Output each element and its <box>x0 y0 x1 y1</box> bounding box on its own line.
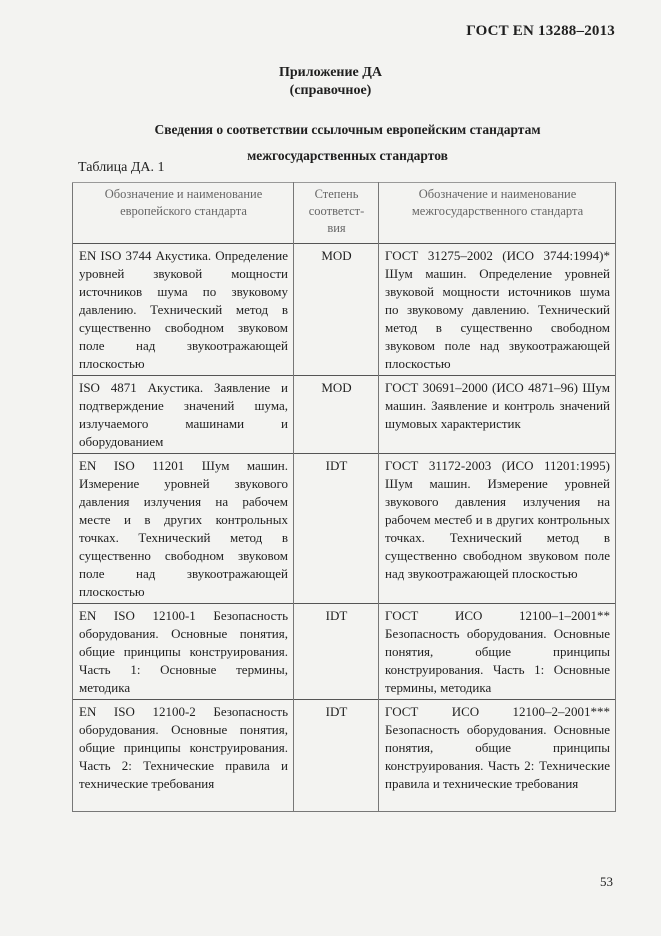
interstate-standard-cell: ГОСТ ИСО 12100–2–2001*** Безопасность оборудования. Основные понятия, общие принципы конструирования. Часть 2: Технические правила и технические требования <box>379 700 616 812</box>
european-standard-cell: ISO 4871 Акустика. Заявление и подтверждение значений шума, излучаемого машинами и оборудованием <box>73 376 294 454</box>
appendix-heading <box>0 64 661 100</box>
interstate-standard-cell: ГОСТ 30691–2000 (ИСО 4871–96) Шум машин. Заявление и контроль значений шумовых характеристик <box>379 376 616 454</box>
correspondence-table <box>72 182 616 812</box>
degree-cell: MOD <box>294 244 379 376</box>
interstate-standard-cell: ГОСТ 31275–2002 (ИСО 3744:1994)* Шум машин. Определение уровней звуковой мощности источников шума по звуковому давлению. Технический метод в существенно свободном звуковом поле над звукоотражающей плоскостью <box>379 244 616 376</box>
section-title-line-1: Сведения о соответствии ссылочным европейским стандартам <box>154 122 541 137</box>
table-row <box>73 700 616 812</box>
degree-cell: IDT <box>294 454 379 604</box>
table-header-row <box>73 183 616 244</box>
degree-cell: IDT <box>294 700 379 812</box>
appendix-title: Приложение ДА <box>278 65 383 80</box>
section-title-line-2: межгосударственных стандартов <box>247 148 448 163</box>
page-number: 53 <box>600 874 613 889</box>
header-degree: Степень соответст-вия <box>294 183 379 244</box>
standard-designation: ГОСТ EN 13288–2013 <box>466 23 615 39</box>
european-standard-cell: EN ISO 12100-1 Безопасность оборудования. Основные понятия, общие принципы конструирования. Часть 1: Основные термины, методика <box>73 604 294 700</box>
header-interstate-standard: Обозначение и наименование межгосударственного стандарта <box>379 183 616 244</box>
european-standard-cell: EN ISO 12100-2 Безопасность оборудования. Основные понятия, общие принципы конструирования. Часть 2: Технические правила и технические требования <box>73 700 294 812</box>
table-row <box>73 376 616 454</box>
european-standard-cell: EN ISO 3744 Акустика. Определение уровней звуковой мощности источников шума по звуковому давлению. Технический метод в существенно свободном звуковом поле над звукоотражающей плоскостью <box>73 244 294 376</box>
table-label: Таблица ДА. 1 <box>78 160 165 175</box>
degree-cell: IDT <box>294 604 379 700</box>
interstate-standard-cell: ГОСТ 31172-2003 (ИСО 11201:1995) Шум машин. Измерение уровней звукового давления излучения на рабочем местеб и в других контрольных точках. Технический метод в существенно свободном звуковом поле над звукоотражающей плоскостью <box>379 454 616 604</box>
degree-cell: MOD <box>294 376 379 454</box>
interstate-standard-cell: ГОСТ ИСО 12100–1–2001** Безопасность оборудования. Основные понятия, общие принципы конструирования. Часть 1: Основные термины, методика <box>379 604 616 700</box>
table-row <box>73 244 616 376</box>
european-standard-cell: EN ISO 11201 Шум машин. Измерение уровней звукового давления излучения на рабочем месте и в других контрольных точках. Технический метод в существенно свободном звуковом поле над звукоотражающей плоскостью <box>73 454 294 604</box>
header-european-standard: Обозначение и наименование европейского стандарта <box>73 183 294 244</box>
table-row <box>73 604 616 700</box>
appendix-subtitle: (справочное) <box>289 83 372 98</box>
table-row <box>73 454 616 604</box>
